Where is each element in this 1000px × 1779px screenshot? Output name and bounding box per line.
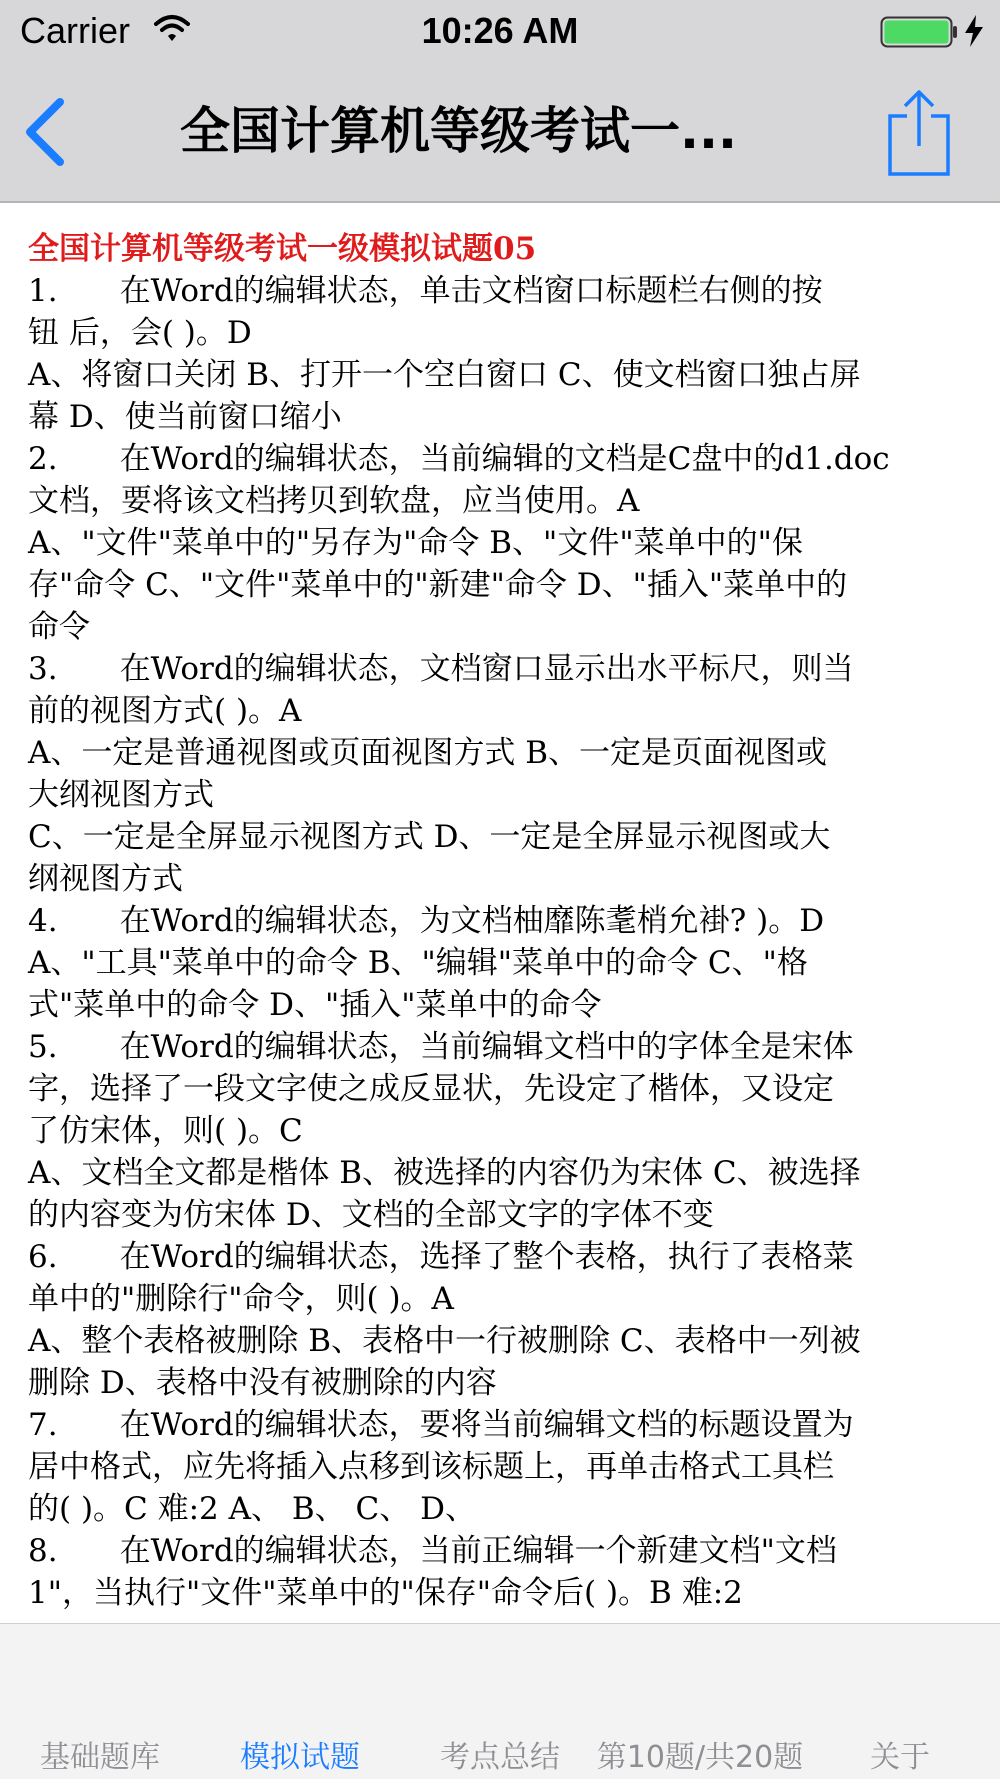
document-lines xyxy=(28,270,978,1614)
share-button[interactable] xyxy=(884,88,954,178)
tab-question-progress[interactable]: 第10题/共20题 xyxy=(596,1740,804,1775)
navigation-bar xyxy=(0,64,1000,203)
document-line: 存"命令 C、"文件"菜单中的"新建"命令 D、"插入"菜单中的 xyxy=(28,567,848,603)
document-line: 单中的"删除行"命令，则( )。A xyxy=(28,1281,454,1317)
document-viewer[interactable] xyxy=(0,203,1000,1623)
document-line: 文档，要将该文档拷贝到软盘，应当使用。A xyxy=(28,483,640,519)
document-line: 1"，当执行"文件"菜单中的"保存"命令后( )。B 难:2 xyxy=(28,1575,743,1611)
tab-basic-question-bank[interactable]: 基础题库 xyxy=(40,1740,160,1775)
document-line: 4. 在Word的编辑状态，为文档柚靡陈耄梢允褂? )。D xyxy=(28,903,825,939)
share-icon xyxy=(884,88,954,178)
document-line: 6. 在Word的编辑状态，选择了整个表格，执行了表格菜 xyxy=(28,1239,854,1275)
carrier-label: Carrier xyxy=(20,10,131,51)
document-line: A、"文件"菜单中的"另存为"命令 B、"文件"菜单中的"保 xyxy=(28,525,803,561)
document-line: 式"菜单中的命令 D、"插入"菜单中的命令 xyxy=(28,987,602,1023)
document-line: 7. 在Word的编辑状态，要将当前编辑文档的标题设置为 xyxy=(28,1407,854,1443)
document-line: 1. 在Word的编辑状态，单击文档窗口标题栏右侧的按 xyxy=(28,273,823,309)
document-line: 幕 D、使当前窗口缩小 xyxy=(28,399,342,435)
document-line: 前的视图方式( )。A xyxy=(28,693,302,729)
document-line: A、一定是普通视图或页面视图方式 B、一定是页面视图或 xyxy=(28,735,828,771)
document-line: 钮 后，会( )。D xyxy=(28,315,252,351)
document-line: 了仿宋体，则( )。C xyxy=(28,1113,303,1149)
document-line: C、一定是全屏显示视图方式 D、一定是全屏显示视图或大 xyxy=(28,819,831,855)
clock-time: 10:26 AM xyxy=(421,10,579,51)
document-line: 3. 在Word的编辑状态，文档窗口显示出水平标尺，则当 xyxy=(28,651,854,687)
back-button[interactable] xyxy=(18,96,78,168)
document-line: 纲视图方式 xyxy=(28,861,183,897)
document-line: 的( )。C 难:2 A、 B、 C、 D、 xyxy=(28,1491,476,1527)
document-line: 的内容变为仿宋体 D、文档的全部文字的字体不变 xyxy=(28,1197,714,1233)
document-line: 8. 在Word的编辑状态，当前正编辑一个新建文档"文档 xyxy=(28,1533,837,1569)
page-title: 全国计算机等级考试一... xyxy=(180,102,737,160)
charging-bolt-icon xyxy=(962,14,986,48)
document-line: 字，选择了一段文字使之成反显状，先设定了楷体，又设定 xyxy=(28,1071,834,1107)
document-line: 命令 xyxy=(28,609,90,645)
document-line: 2. 在Word的编辑状态，当前编辑的文档是C盘中的d1.doc xyxy=(28,441,890,477)
document-line: 大纲视图方式 xyxy=(28,777,214,813)
document-body xyxy=(28,228,978,1614)
document-title: 全国计算机等级考试一级模拟试题05 xyxy=(28,231,537,267)
document-line: A、将窗口关闭 B、打开一个空白窗口 C、使文档窗口独占屏 xyxy=(28,357,861,393)
document-line: A、整个表格被删除 B、表格中一行被删除 C、表格中一列被 xyxy=(28,1323,861,1359)
document-line: 5. 在Word的编辑状态，当前编辑文档中的字体全是宋体 xyxy=(28,1029,854,1065)
chevron-left-icon xyxy=(18,96,78,168)
tab-key-points-summary[interactable]: 考点总结 xyxy=(440,1740,560,1775)
tab-about[interactable]: 关于 xyxy=(870,1740,930,1775)
document-line: 居中格式，应先将插入点移到该标题上，再单击格式工具栏 xyxy=(28,1449,834,1485)
tab-bar xyxy=(0,1623,1000,1779)
document-line: A、"工具"菜单中的命令 B、"编辑"菜单中的命令 C、"格 xyxy=(28,945,808,981)
tab-mock-exam[interactable]: 模拟试题 xyxy=(240,1740,360,1775)
status-bar xyxy=(0,0,1000,64)
battery-icon xyxy=(880,16,960,48)
document-line: 删除 D、表格中没有被删除的内容 xyxy=(28,1365,497,1401)
document-line: A、文档全文都是楷体 B、被选择的内容仍为宋体 C、被选择 xyxy=(28,1155,861,1191)
